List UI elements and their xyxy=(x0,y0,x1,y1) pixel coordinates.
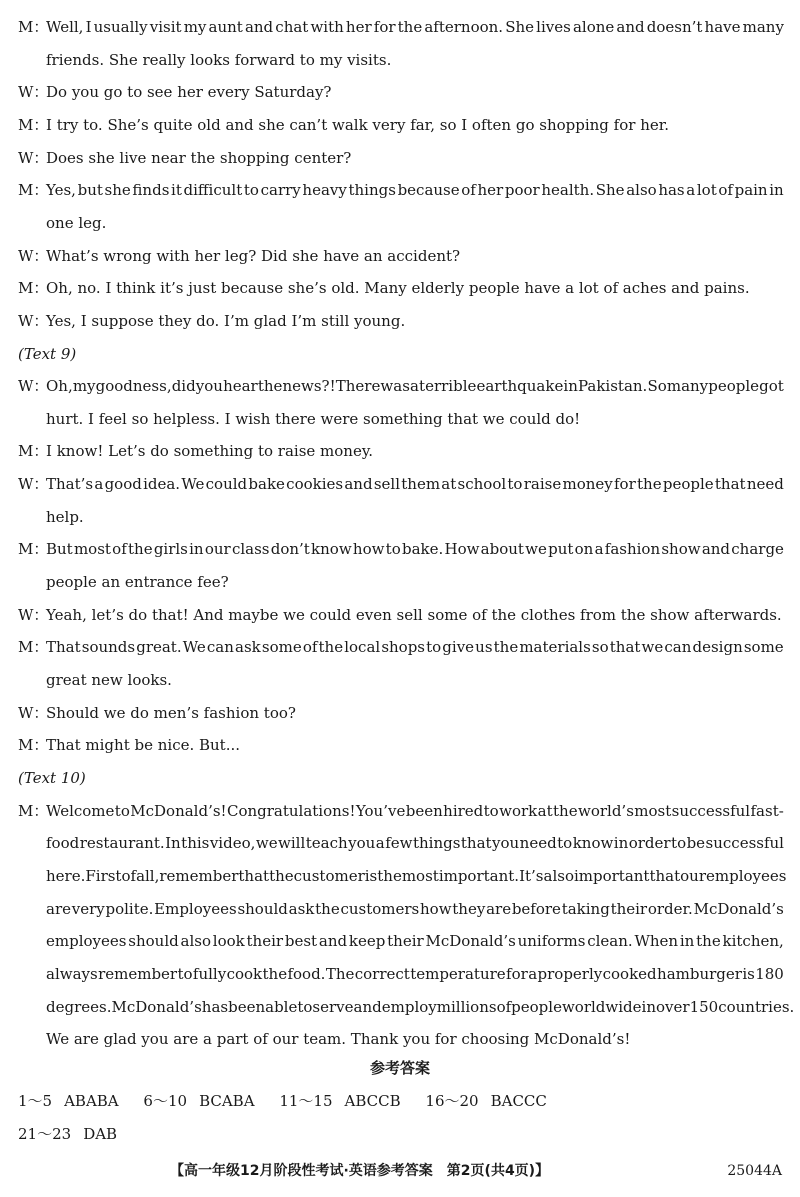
speaker-label: W： xyxy=(18,703,49,722)
answer-value: ABCCB xyxy=(344,1092,401,1110)
dialogue-text: great new looks. xyxy=(46,671,172,689)
dialogue-line xyxy=(18,180,784,200)
dialogue-continuation xyxy=(46,409,784,429)
answer-group xyxy=(279,1091,400,1111)
speaker-label: M： xyxy=(18,638,49,657)
speaker-label: W： xyxy=(18,83,49,102)
dialogue-text: Welcome to McDonald’s! Congratulations! You’ve been hired to work at the world’s most successful fast- xyxy=(46,801,784,820)
answer-range: 11～15 xyxy=(279,1092,333,1110)
dialogue-text: I try to. She’s quite old and she can’t walk very far, so I often go shopping for her. xyxy=(46,115,670,134)
speaker-label: W： xyxy=(18,246,49,265)
dialogue-text: Yeah, let’s do that! And maybe we could even sell some of the clothes from the show afterwards. xyxy=(46,605,782,624)
speaker-label: M： xyxy=(18,181,49,200)
speaker-label: M： xyxy=(18,801,49,820)
dialogue-continuation xyxy=(46,833,784,853)
dialogue-text: friends. She really looks forward to my visits. xyxy=(46,50,392,69)
answer-value: ABABA xyxy=(64,1092,119,1110)
dialogue-text: Does she live near the shopping center? xyxy=(46,148,352,167)
dialogue-text: That might be nice. But... xyxy=(46,736,241,755)
answer-value: BCABA xyxy=(199,1092,255,1110)
dialogue-text: What’s wrong with her leg? Did she have an accident? xyxy=(46,246,461,265)
dialogue-text: Well, I usually visit my aunt and chat with her for the afternoon. She lives alone and doesn’t have many xyxy=(46,18,784,36)
dialogue-line xyxy=(18,474,784,494)
dialogue-text: people an entrance fee? xyxy=(46,573,229,591)
speaker-label: M： xyxy=(18,540,49,559)
dialogue-text: I know! Let’s do something to raise money. xyxy=(46,442,374,461)
answer-range: 1～5 xyxy=(18,1092,53,1110)
dialogue-line xyxy=(18,539,784,559)
dialogue-text: Oh, my goodness, did you hear the news?! There was a terrible earthquake in Pakistan. So many people got xyxy=(46,377,784,396)
answer-range: 6～10 xyxy=(143,1092,188,1110)
dialogue-line xyxy=(18,246,784,266)
dialogue-continuation xyxy=(46,1029,784,1049)
dialogue-line xyxy=(18,148,784,168)
answer-range: 21～23 xyxy=(18,1125,72,1143)
answer-group xyxy=(18,1124,117,1144)
dialogue-text: But most of the girls in our class don’t know how to bake. How about we put on a fashion show and charge xyxy=(46,540,784,559)
dialogue-text: Do you go to see her every Saturday? xyxy=(46,83,332,102)
dialogue-continuation xyxy=(46,507,784,527)
speaker-label: M： xyxy=(18,115,49,134)
dialogue-continuation xyxy=(46,997,795,1017)
dialogue-text: Yes, I suppose they do. I’m glad I’m still young. xyxy=(46,311,406,330)
dialogue-continuation xyxy=(46,213,784,233)
answer-group xyxy=(18,1091,119,1111)
speaker-label: M： xyxy=(18,736,49,755)
dialogue-line xyxy=(18,278,784,298)
dialogue-text: are very polite. Employees should ask the customers how they are before taking their order. McDonald’s xyxy=(46,899,784,918)
answer-value: BACCC xyxy=(490,1092,547,1110)
speaker-label: W： xyxy=(18,605,49,624)
dialogue-line xyxy=(18,441,784,461)
dialogue-continuation xyxy=(46,899,784,919)
dialogue-line xyxy=(18,82,784,102)
dialogue-text: employees should also look their best and keep their McDonald’s uniforms clean. When in the kitchen, xyxy=(46,932,784,951)
dialogue-continuation xyxy=(46,866,787,886)
dialogue-line xyxy=(18,115,784,135)
dialogue-line xyxy=(18,735,784,755)
dialogue-text: always remember to fully cook the food. The correct temperature for a properly cooked hamburger is 180 xyxy=(46,964,784,983)
dialogue-line xyxy=(18,703,784,723)
answer-group xyxy=(425,1091,546,1111)
dialogue-line xyxy=(18,17,784,37)
section-label-text: (Text 10) xyxy=(18,768,86,787)
speaker-label: W： xyxy=(18,475,49,494)
dialogue-text: That’s a good idea. We could bake cookies and sell them at school to raise money for the people that need xyxy=(46,475,784,494)
speaker-label: W： xyxy=(18,377,49,396)
dialogue-line xyxy=(18,637,784,657)
answers-title: 参考答案 xyxy=(369,1059,430,1077)
answers-row-1 xyxy=(18,1091,567,1111)
speaker-label: M： xyxy=(18,442,49,461)
dialogue-text: Should we do men’s fashion too? xyxy=(46,703,296,722)
section-label xyxy=(18,768,784,788)
dialogue-line xyxy=(18,311,784,331)
footer-code: 25044A xyxy=(727,1163,782,1179)
section-label xyxy=(18,344,784,364)
dialogue-text: degrees. McDonald’s has been able to serve and employ millions of people worldwide in over 150 countries. xyxy=(46,997,795,1016)
dialogue-line xyxy=(18,801,784,821)
dialogue-continuation xyxy=(46,931,784,951)
dialogue-line xyxy=(18,605,784,625)
dialogue-text: help. xyxy=(46,507,84,526)
answer-group xyxy=(143,1091,254,1111)
dialogue-text: hurt. I feel so helpless. I wish there were something that we could do! xyxy=(46,409,581,428)
footer-title: 【高一年级12月阶段性考试·英语参考答案 第2页(共4页)】 xyxy=(170,1163,550,1179)
section-label-text: (Text 9) xyxy=(18,344,77,363)
dialogue-text: food restaurant. In this video, we will teach you a few things that you need to know in order to be successful xyxy=(46,834,784,853)
speaker-label: W： xyxy=(18,311,49,330)
dialogue-continuation xyxy=(46,670,784,690)
speaker-label: W： xyxy=(18,148,49,167)
dialogue-text: That sounds great. We can ask some of the local shops to give us the materials so that we can design some xyxy=(46,638,784,657)
dialogue-text: Oh, no. I think it’s just because she’s old. Many elderly people have a lot of aches and pains. xyxy=(46,279,750,298)
dialogue-line xyxy=(18,376,784,396)
dialogue-text: one leg. xyxy=(46,213,107,232)
answer-value: DAB xyxy=(83,1125,118,1143)
answer-range: 16～20 xyxy=(425,1092,479,1110)
dialogue-text: We are glad you are a part of our team. Thank you for choosing McDonald’s! xyxy=(46,1030,631,1049)
dialogue-text: here. First of all, remember that the customer is the most important. It’s also important that our employees xyxy=(46,866,787,885)
dialogue-continuation xyxy=(46,964,784,984)
page-footer xyxy=(0,1160,800,1182)
dialogue-text: Yes, but she finds it difficult to carry heavy things because of her poor health. She also has a lot of pain in xyxy=(46,181,784,200)
speaker-label: M： xyxy=(18,18,49,36)
dialogue-continuation xyxy=(46,50,784,70)
speaker-label: M： xyxy=(18,279,49,298)
answers-row-2 xyxy=(18,1124,137,1144)
dialogue-continuation xyxy=(46,572,784,592)
